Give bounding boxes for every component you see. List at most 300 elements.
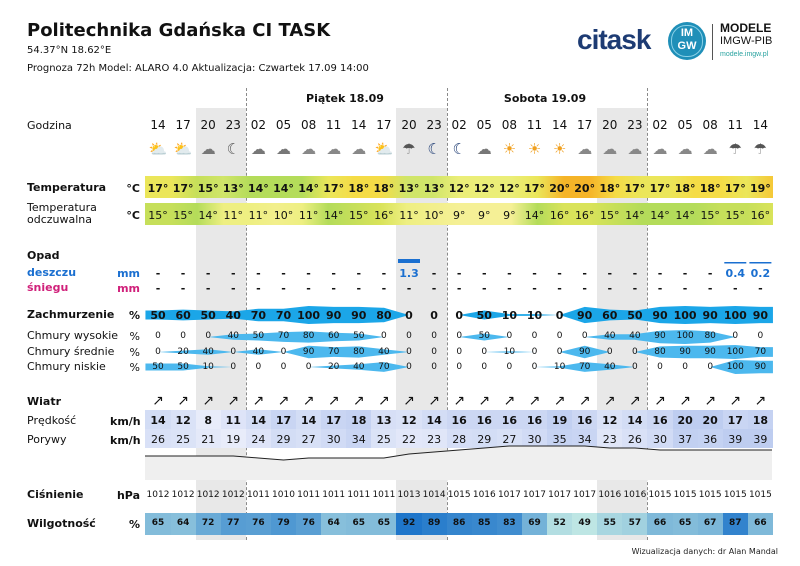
humidity-cell: 65 — [678, 518, 692, 528]
wind-gust-cell: 27 — [301, 433, 316, 446]
cloud-low-cell: 0 — [531, 362, 538, 372]
snow-cell: - — [557, 282, 562, 295]
row-label-cloud-mid: Chmury średnie — [27, 345, 115, 358]
wind-direction-arrow: ↗ — [654, 393, 666, 409]
hour-cell: 23 — [426, 118, 442, 132]
snow-cell: - — [256, 282, 261, 295]
cloud-icon: ☁ — [602, 139, 618, 158]
hour-cell: 08 — [702, 118, 718, 132]
wind-gust-cell: 36 — [703, 433, 718, 446]
temperature-cell: 13° — [222, 182, 244, 195]
temperature-cell: 17° — [524, 182, 545, 195]
rain-cell: - — [331, 267, 336, 280]
humidity-cell: 76 — [302, 518, 315, 528]
humidity-cell: 77 — [227, 518, 240, 528]
page-title: Politechnika Gdańska CI TASK — [27, 20, 331, 41]
rain-bar — [749, 262, 771, 264]
imgw-logo-top: IM — [680, 27, 694, 39]
feels-like-cell: 15° — [173, 209, 193, 222]
snow-cell: - — [356, 282, 362, 295]
snow-cell: - — [582, 282, 587, 295]
wind-speed-cell: 16 — [476, 414, 492, 427]
cloud-total-cell: 0 — [405, 309, 413, 322]
humidity-cell: 65 — [151, 518, 165, 528]
cloud-high-cell: 90 — [654, 331, 666, 341]
wind-gust-cell: 26 — [627, 433, 642, 446]
hour-cell: 11 — [526, 118, 543, 132]
cloud-low-cell: 0 — [481, 362, 488, 372]
cloud-mid-cell: 80 — [353, 347, 365, 357]
wind-speed-cell: 18 — [351, 414, 367, 427]
cloud-total-cell: 0 — [430, 309, 438, 322]
pressure-cell: 1012 — [171, 490, 195, 500]
cloud-mid-cell: 90 — [302, 347, 315, 357]
feels-like-cell: 14° — [650, 209, 670, 222]
cloud-total-cell: 90 — [652, 309, 668, 322]
cloud-high-cell: 0 — [581, 331, 588, 341]
cloud-high-cell: 0 — [456, 331, 463, 341]
wind-gust-cell: 30 — [527, 433, 542, 446]
pressure-cell: 1015 — [748, 490, 772, 500]
temperature-cell: 17° — [172, 182, 194, 195]
cloud-total-cell: 90 — [577, 309, 593, 322]
temperature-cell: 19° — [749, 182, 771, 195]
wind-gust-cell: 35 — [552, 433, 567, 446]
rain-cell: - — [532, 267, 537, 280]
snow-cell: - — [406, 282, 412, 295]
pressure-cell: 1012 — [221, 490, 245, 500]
wind-gust-cell: 39 — [753, 433, 768, 446]
wind-gust-cell: 23 — [602, 433, 617, 446]
humidity-cell: 67 — [703, 518, 717, 528]
wind-speed-cell: 16 — [577, 414, 593, 427]
unit-cloud-mid: % — [129, 346, 140, 359]
row-label-wind-gust: Porywy — [27, 433, 67, 446]
feels-like-cell: 11° — [223, 209, 244, 222]
hour-cell: 05 — [275, 118, 292, 132]
cloud-low-cell: 0 — [506, 362, 513, 372]
pressure-cell: 1017 — [497, 490, 521, 500]
moon-icon: ☾ — [452, 139, 466, 158]
cloud-low-cell: 50 — [177, 362, 189, 372]
wind-direction-arrow: ↗ — [227, 393, 240, 409]
cloud-high-cell: 0 — [556, 331, 563, 341]
unit-rain: mm — [117, 267, 140, 280]
cloud-high-cell: 0 — [431, 331, 437, 341]
humidity-cell: 85 — [478, 518, 491, 528]
forecast-meta: Prognoza 72h Model: ALARO 4.0 Aktualizacja: Czwartek 17.09 14:00 — [27, 63, 369, 74]
cloud-total-cell: 70 — [250, 309, 267, 322]
hour-cell: 14 — [752, 118, 769, 132]
feels-like-cell: 16° — [549, 209, 570, 222]
cloud-mid-cell: 0 — [280, 347, 287, 357]
ci-task-logo-prefix: ci — [577, 24, 599, 55]
wind-speed-cell: 12 — [602, 414, 618, 427]
cloud-high-cell: 0 — [732, 331, 739, 341]
wind-speed-cell: 16 — [526, 414, 543, 427]
pressure-cell: 1015 — [673, 490, 697, 500]
cloud-low-cell: 0 — [657, 362, 663, 372]
humidity-cell: 92 — [402, 518, 416, 528]
temperature-cell: 12° — [498, 182, 520, 195]
cloud-total-cell: 100 — [297, 309, 321, 322]
row-label-feels-like: Temperatura odczuwalna — [27, 201, 97, 226]
wind-direction-arrow: ↗ — [453, 393, 466, 409]
wind-direction-arrow: ↗ — [302, 393, 315, 409]
cloud-mid-cell: 90 — [679, 347, 691, 357]
snow-cell: - — [682, 282, 688, 295]
feels-like-cell: 15° — [725, 209, 746, 222]
feels-like-cell: 16° — [574, 209, 595, 222]
cloud-low-cell: 0 — [230, 362, 237, 372]
rain-cell: - — [707, 267, 713, 280]
wind-direction-arrow: ↗ — [352, 393, 365, 409]
snow-cell: - — [381, 282, 387, 295]
pressure-cell: 1012 — [146, 490, 170, 500]
cloud-moon-icon: ☁ — [250, 139, 266, 158]
cloud-low-cell: 90 — [754, 362, 767, 372]
cloud-mid-cell: 0 — [606, 347, 613, 357]
snow-cell: - — [532, 282, 537, 295]
snow-cell: - — [733, 282, 738, 295]
wind-speed-cell: 17 — [727, 414, 743, 427]
cloud-mid-cell: 0 — [406, 347, 412, 357]
feels-like-cell: 9° — [452, 209, 466, 222]
wind-direction-arrow: ↗ — [553, 393, 566, 409]
unit-snow: mm — [117, 282, 140, 295]
wind-gust-cell: 34 — [351, 433, 366, 446]
temperature-cell: 18° — [373, 182, 395, 195]
feels-like-cell: 15° — [349, 209, 369, 222]
cloud-high-cell: 50 — [353, 331, 365, 341]
wind-direction-arrow: ↗ — [528, 393, 541, 409]
humidity-cell: 57 — [628, 518, 642, 528]
wind-gust-cell: 37 — [678, 433, 693, 446]
wind-direction-arrow: ↗ — [202, 393, 215, 409]
rain-cell: - — [356, 267, 362, 280]
cloud-high-cell: 40 — [604, 331, 616, 341]
unit-humidity: % — [128, 518, 140, 531]
cloud-icon: ☁ — [652, 139, 668, 158]
feels-like-cell: 14° — [198, 209, 218, 222]
cloud-high-cell: 0 — [180, 331, 186, 341]
unit-pressure: hPa — [116, 489, 140, 502]
hour-cell: 02 — [250, 118, 267, 132]
cloud-high-cell: 0 — [531, 331, 538, 341]
unit-cloud-total: % — [128, 309, 140, 322]
wind-gust-cell: 29 — [477, 433, 492, 446]
wind-direction-arrow: ↗ — [578, 393, 591, 409]
row-label-hour: Godzina — [27, 119, 72, 132]
cloud-high-cell: 100 — [676, 331, 694, 341]
cloud-high-cell: 0 — [381, 331, 387, 341]
wind-speed-cell: 17 — [326, 414, 342, 427]
feels-like-cell: 15° — [700, 209, 720, 222]
sun-icon: ☀ — [502, 139, 517, 158]
rain-cell: - — [682, 267, 688, 280]
credit-text: Wizualizacja danych: dr Alan Mandal — [631, 547, 778, 556]
pressure-area — [145, 446, 772, 480]
cloud-total-cell: 70 — [275, 309, 292, 322]
cloud-low-cell: 10 — [202, 362, 214, 372]
row-label-pressure: Ciśnienie — [27, 488, 84, 501]
rain-cell: - — [607, 267, 613, 280]
hour-cell: 05 — [476, 118, 492, 132]
rain-cell: - — [180, 267, 186, 280]
cloud-total-cell: 60 — [175, 309, 191, 322]
wind-direction-arrow: ↗ — [629, 393, 641, 409]
pressure-cell: 1016 — [598, 490, 622, 500]
cloud-total-cell: 50 — [476, 309, 492, 322]
row-label-humidity: Wilgotność — [27, 517, 96, 530]
pressure-cell: 1015 — [648, 490, 672, 500]
unit-cloud-low: % — [129, 361, 140, 374]
humidity-cell: 69 — [528, 518, 541, 528]
rain-cell: - — [632, 267, 638, 280]
feels-like-cell: 14° — [323, 209, 344, 222]
rain-cell: 0.4 — [725, 267, 746, 280]
cloud-low-cell: 40 — [604, 362, 616, 372]
unit-cloud-high: % — [129, 330, 140, 343]
wind-speed-cell: 16 — [501, 414, 518, 427]
wind-speed-cell: 20 — [702, 414, 718, 427]
wind-direction-arrow: ↗ — [704, 393, 717, 409]
hour-cell: 08 — [300, 118, 317, 132]
wind-speed-cell: 14 — [627, 414, 643, 427]
cloud-low-cell: 0 — [280, 362, 287, 372]
moon-cloud-icon: ☾ — [226, 139, 241, 158]
cloud-icon: ☁ — [351, 139, 367, 158]
cloud-total-cell: 90 — [351, 309, 367, 322]
snow-cell: - — [707, 282, 713, 295]
hour-cell: 17 — [376, 118, 392, 132]
wind-direction-arrow: ↗ — [403, 393, 415, 409]
humidity-cell: 76 — [252, 518, 265, 528]
cloud-low-cell: 100 — [726, 362, 744, 372]
temperature-cell: 17° — [649, 182, 671, 195]
temperature-cell: 18° — [699, 182, 721, 195]
cloud-sun-icon: ⛅ — [148, 139, 168, 158]
rain-cell: - — [456, 267, 462, 280]
pressure-cell: 1016 — [472, 490, 496, 500]
pressure-cell: 1010 — [272, 490, 295, 500]
cloud-total-cell: 50 — [627, 309, 643, 322]
wind-speed-cell: 14 — [250, 414, 267, 427]
pressure-cell: 1011 — [347, 490, 371, 500]
cloud-icon: ☁ — [577, 139, 593, 158]
humidity-cell: 49 — [578, 518, 591, 528]
temperature-cell: 17° — [147, 182, 169, 195]
wind-direction-arrow: ↗ — [327, 393, 340, 409]
cloud-moon-icon: ☁ — [476, 139, 492, 158]
cloud-low-cell: 0 — [255, 362, 262, 372]
wind-gust-cell: 27 — [502, 433, 517, 446]
wind-speed-cell: 19 — [551, 414, 568, 427]
snow-cell: - — [306, 282, 311, 295]
cloud-icon: ☁ — [627, 139, 643, 158]
wind-direction-arrow: ↗ — [754, 393, 767, 409]
pressure-cell: 1011 — [322, 490, 346, 500]
cloud-total-cell: 80 — [376, 309, 392, 322]
feels-like-cell: 15° — [148, 209, 168, 222]
humidity-cell: 72 — [201, 518, 215, 528]
rain-bar — [724, 262, 746, 264]
wind-direction-arrow: ↗ — [152, 393, 164, 409]
cloud-icon: ☁ — [301, 139, 317, 158]
wind-speed-cell: 12 — [401, 414, 417, 427]
rain-cloud-icon: ☂ — [728, 139, 743, 158]
wind-gust-cell: 28 — [452, 433, 467, 446]
wind-gust-cell: 25 — [176, 433, 191, 446]
humidity-cell: 64 — [327, 518, 340, 528]
wind-gust-cell: 19 — [226, 433, 241, 446]
snow-cell: - — [482, 282, 487, 295]
temperature-cell: 12° — [473, 182, 495, 195]
cloud-low-cell: 40 — [353, 362, 365, 372]
row-label-precip: Opad — [27, 249, 60, 262]
row-label-cloud-high: Chmury wysokie — [27, 329, 119, 342]
pressure-cell: 1017 — [548, 490, 572, 500]
cloud-low-cell: 20 — [327, 362, 340, 372]
temperature-cell: 17° — [724, 182, 746, 195]
row-label-rain: deszczu — [27, 266, 77, 279]
cloud-moon-icon: ☁ — [200, 139, 216, 158]
cloud-mid-cell: 0 — [481, 347, 488, 357]
hour-cell: 14 — [150, 118, 166, 132]
cloud-total-cell: 60 — [602, 309, 618, 322]
temperature-cell: 20° — [549, 182, 570, 195]
cloud-mid-cell: 0 — [155, 347, 161, 357]
pressure-cell: 1015 — [447, 490, 471, 500]
humidity-cell: 89 — [427, 518, 441, 528]
cloud-high-cell: 70 — [277, 331, 290, 341]
snow-cell: - — [632, 282, 638, 295]
hour-cell: 23 — [627, 118, 643, 132]
hour-cell: 17 — [577, 118, 593, 132]
cloud-icon: ☁ — [702, 139, 718, 158]
wind-gust-cell: 29 — [276, 433, 291, 446]
wind-speed-cell: 11 — [225, 414, 241, 427]
cloud-mid-cell: 0 — [556, 347, 563, 357]
cloud-total-cell: 100 — [673, 309, 697, 322]
pressure-cell: 1015 — [698, 490, 722, 500]
snow-cell: - — [331, 282, 336, 295]
snow-cell: - — [607, 282, 613, 295]
temperature-cell: 13° — [398, 182, 420, 195]
feels-like-cell: 9° — [478, 209, 491, 222]
wind-speed-cell: 12 — [175, 414, 191, 427]
feels-like-cell: 11° — [399, 209, 419, 222]
hour-cell: 20 — [401, 118, 417, 132]
cloud-high-cell: 50 — [478, 331, 491, 341]
wind-direction-arrow: ↗ — [679, 393, 691, 409]
cloud-high-cell: 0 — [205, 331, 212, 341]
day-label-saturday: Sobota 19.09 — [503, 92, 587, 105]
feels-like-cell: 10° — [273, 209, 294, 222]
rain-cell: 1.3 — [399, 267, 419, 280]
hour-cell: 20 — [602, 118, 618, 132]
cloud-icon: ☁ — [677, 139, 693, 158]
cloud-low-cell: 0 — [456, 362, 463, 372]
cloud-mid-cell: 0 — [531, 347, 538, 357]
cloud-high-cell: 0 — [155, 331, 161, 341]
wind-gust-cell: 39 — [728, 433, 743, 446]
rain-cell: 0.2 — [750, 267, 771, 280]
wind-gust-cell: 23 — [427, 433, 442, 446]
cloud-mid-cell: 0 — [632, 347, 638, 357]
snow-cell: - — [155, 282, 161, 295]
rain-cell: - — [155, 267, 161, 280]
rain-cell: - — [557, 267, 562, 280]
humidity-cell: 64 — [176, 518, 190, 528]
wind-direction-arrow: ↗ — [252, 393, 265, 409]
cloud-sun-icon: ⛅ — [173, 139, 193, 158]
humidity-cell: 79 — [277, 518, 290, 528]
snow-cell: - — [205, 282, 211, 295]
feels-like-cell: 16° — [374, 209, 394, 222]
coordinates: 54.37°N 18.62°E — [27, 45, 112, 56]
rain-bar — [398, 259, 420, 263]
cloud-mid-cell: 40 — [252, 347, 265, 357]
unit-wind-gust: km/h — [110, 434, 141, 447]
wind-direction-arrow: ↗ — [729, 393, 742, 409]
cloud-sun-icon: ⛅ — [374, 139, 394, 158]
cloud-mid-cell: 40 — [202, 347, 214, 357]
rain-cell: - — [306, 267, 311, 280]
wind-speed-cell: 14 — [426, 414, 442, 427]
rain-cell: - — [507, 267, 512, 280]
cloud-low-cell: 0 — [406, 362, 412, 372]
cloud-moon-icon: ☁ — [276, 139, 291, 158]
wind-gust-cell: 30 — [653, 433, 667, 446]
temperature-cell: 12° — [448, 182, 470, 195]
cloud-low-cell: 10 — [553, 362, 566, 372]
unit-temperature: °C — [126, 182, 140, 195]
snow-cell: - — [758, 282, 763, 295]
cloud-total-cell: 100 — [723, 309, 747, 322]
imgw-logo-bottom: GW — [677, 40, 697, 52]
day-label-friday: Piątek 18.09 — [306, 92, 384, 105]
rain-cloud-icon: ☂ — [402, 139, 416, 158]
feels-like-cell: 11° — [298, 209, 319, 222]
wind-direction-arrow: ↗ — [503, 393, 516, 409]
modele-url-link[interactable]: modele.imgw.pl — [720, 51, 769, 58]
cloud-mid-cell: 10 — [503, 347, 516, 357]
rain-cell: - — [582, 267, 587, 280]
rain-cell: - — [205, 267, 211, 280]
feels-like-cell: 9° — [503, 209, 516, 222]
cloud-total-cell: 10 — [526, 309, 543, 322]
hour-cell: 02 — [652, 118, 668, 132]
row-label-wind-speed: Prędkość — [27, 414, 77, 427]
pressure-cell: 1013 — [397, 490, 421, 500]
cloud-high-cell: 80 — [302, 331, 315, 341]
rain-cell: - — [281, 267, 286, 280]
wind-speed-cell: 17 — [275, 414, 292, 427]
wind-direction-arrow: ↗ — [603, 393, 616, 409]
cloud-total-cell: 50 — [150, 309, 166, 322]
cloud-low-cell: 0 — [305, 362, 312, 372]
row-label-temperature: Temperatura — [27, 181, 107, 194]
cloud-total-cell: 40 — [225, 309, 241, 322]
feels-like-cell: 14° — [675, 209, 695, 222]
cloud-high-cell: 80 — [704, 331, 716, 341]
wind-gust-cell: 21 — [201, 433, 216, 446]
wind-speed-cell: 18 — [752, 414, 769, 427]
cloud-mid-cell: 0 — [230, 347, 237, 357]
snow-cell: - — [657, 282, 663, 295]
hour-cell: 08 — [501, 118, 518, 132]
